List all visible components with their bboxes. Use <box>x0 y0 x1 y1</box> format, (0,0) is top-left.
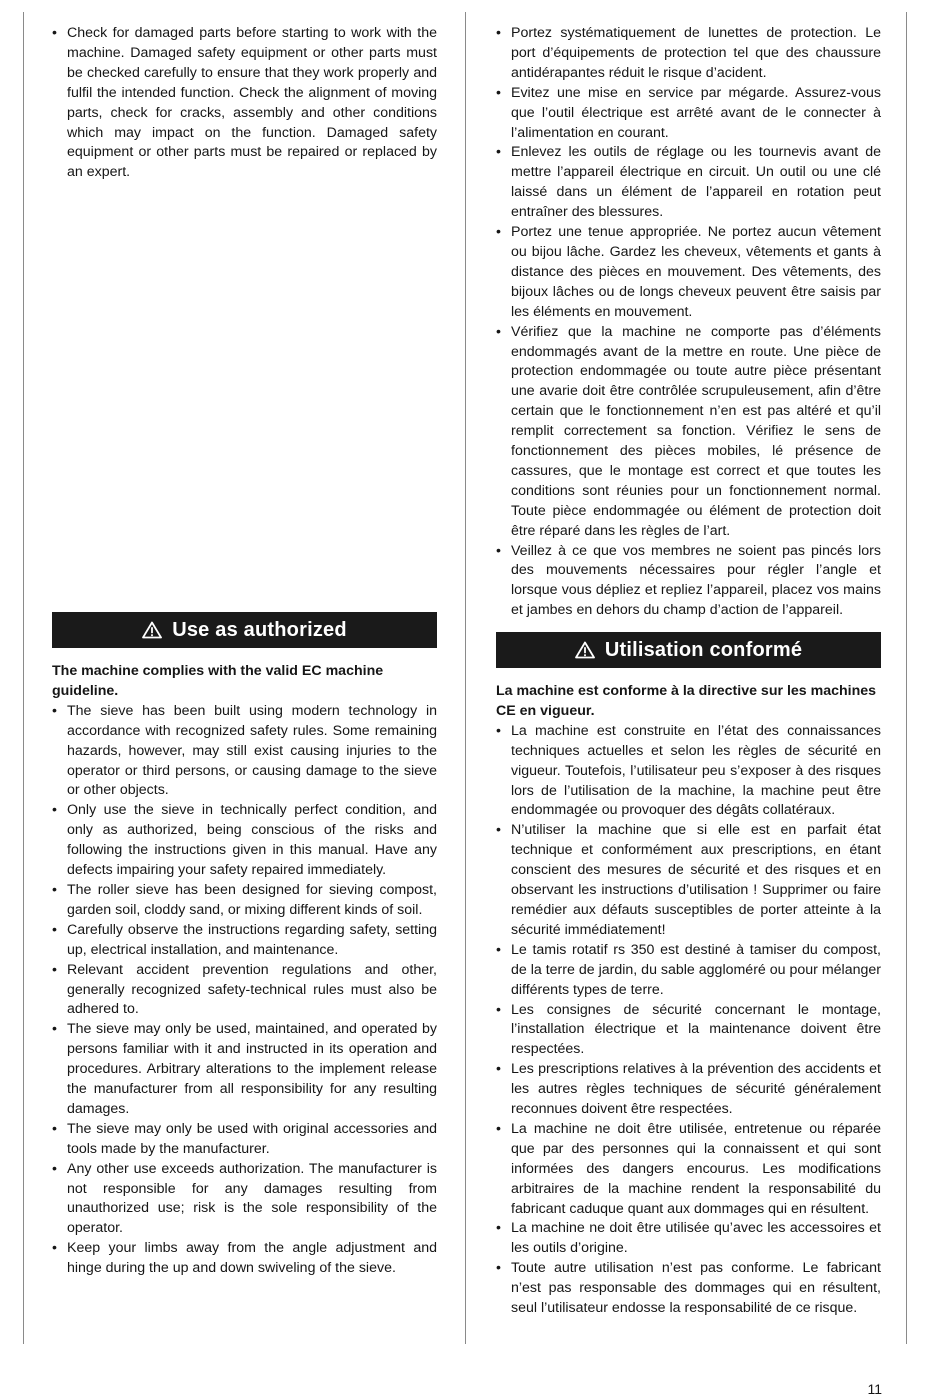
list-item: • La machine est construite en l’état des connaissances techniques actuelles et selon les règles de sécurité en vigueur. Toutefois, l’utilisateur peu s’exposer à des risques lors de l’utilisation de la machine, la machine peut être endommagée ou provoquer des dégâts collatéraux. <box>496 722 881 822</box>
page-number: 11 <box>867 1381 882 1397</box>
list-item: • Enlevez les outils de réglage ou les tournevis avant de mettre l’appareil électrique en circuit. Un outil ou une clé laissé dans un élément de l’appareil en rotation peut entraîner des blessures. <box>496 143 881 223</box>
list-item: • Portez une tenue appropriée. Ne portez aucun vêtement ou bijou lâche. Gardez les cheveux, vêtements et gants à distance des pièces en mouvement. Des vêtements, des bijoux lâches ou de longs cheveux peuvent être saisis par les éléments en mouvement. <box>496 223 881 323</box>
list-item: • La machine ne doit être utilisée, entretenue ou réparée que par des personnes qui la connaissent et qui sont informées des dangers encourus. Les modifications arbitraires de la machine rendent la responsabilité du fabricant caduque quant aux dommages qui en résultent. <box>496 1120 881 1220</box>
left-top-list <box>52 24 437 183</box>
list-item: • Only use the sieve in technically perfect condition, and only as authorized, being conscious of the risks and following the instructions given in this manual. Have any defects impairing your safety repaired immediately. <box>52 801 437 881</box>
section-banner-use-as-authorized <box>52 612 437 648</box>
right-top-text <box>496 24 881 621</box>
left-section-list <box>52 702 437 1279</box>
list-item: • Les prescriptions relatives à la prévention des accidents et les autres règles techniques de sécurité généralement reconnues doivent être respectées. <box>496 1060 881 1120</box>
section-lead: La machine est conforme à la directive sur les machines CE en vigueur. <box>496 683 877 719</box>
list-item: • Veillez à ce que vos membres ne soient pas pincés lors des mouvements nécessaires pour régler l’angle et lorsque vous dépliez et repliez l’appareil, placez vos mains et jambes en dehors du champ d’action de l’appareil. <box>496 542 881 622</box>
left-margin-rule <box>23 12 24 1344</box>
list-item: • N’utiliser la machine que si elle est en parfait état technique et conformément aux prescriptions, en étant conscient des mesures de sécurité et des risques et en observant les instructions d’utilisation ! Supprimer ou faire remédier aux défauts susceptibles de porter atteinte à la sécurité immédiatement! <box>496 821 881 940</box>
list-item: • The roller sieve has been designed for sieving compost, garden soil, cloddy sand, or mixing different kinds of soil. <box>52 881 437 921</box>
right-section-list <box>496 722 881 1319</box>
list-item: • La machine ne doit être utilisée qu’avec les accessoires et les outils d’origine. <box>496 1219 881 1259</box>
list-item: • Evitez une mise en service par mégarde. Assurez-vous que l’outil électrique est arrêté avant de le connecter à l’alimentation en courant. <box>496 84 881 144</box>
list-item: • The sieve may only be used, maintained, and operated by persons familiar with it and instructed in its operation and procedures. Arbitrary alterations to the implement release the manufacturer from all responsibility for any resulting damages. <box>52 1020 437 1120</box>
list-item: • Toute autre utilisation n’est pas conforme. Le fabricant n’est pas responsable des dommages qui en résultent, seul l’utilisateur endosse la responsabilité de ce risque. <box>496 1259 881 1319</box>
list-item: • The sieve has been built using modern technology in accordance with recognized safety rules. Some remaining hazards, however, may still exist causing injuries to the operator or third persons, or causing damage to the sieve or other objects. <box>52 702 437 802</box>
warning-triangle-icon <box>575 641 595 659</box>
list-item: • Les consignes de sécurité concernant le montage, l’installation électrique et la maintenance doivent être respectées. <box>496 1001 881 1061</box>
right-section-text <box>496 682 881 1319</box>
list-item: • The sieve may only be used with original accessories and tools made by the manufacturer. <box>52 1120 437 1160</box>
left-top-text <box>52 24 437 183</box>
warning-triangle-icon <box>142 621 162 639</box>
list-item: • Check for damaged parts before starting to work with the machine. Damaged safety equipment or other parts must be checked carefully to ensure that they work properly and fulfil the intended function. Check the alignment of moving parts, check for cracks, assembly and other conditions which may impact on the function. Damaged safety equipment or other parts must be repaired or replaced by an expert. <box>52 24 437 183</box>
right-margin-rule <box>906 12 907 1344</box>
center-column-rule <box>465 12 466 1344</box>
right-top-list <box>496 24 881 621</box>
list-item: • Le tamis rotatif rs 350 est destiné à tamiser du compost, de la terre de jardin, du sable aggloméré ou pour mélanger différents types de terre. <box>496 941 881 1001</box>
list-item: • Relevant accident prevention regulations and other, generally recognized safety-technical rules must also be adhered to. <box>52 961 437 1021</box>
section-lead: The machine complies with the valid EC machine guideline. <box>52 663 384 699</box>
section-title: Use as authorized <box>172 618 347 641</box>
list-item: • Carefully observe the instructions regarding safety, setting up, electrical installation, and maintenance. <box>52 921 437 961</box>
section-banner-utilisation-conforme <box>496 632 881 668</box>
list-item: • Vérifiez que la machine ne comporte pas d’éléments endommagés avant de la mettre en route. Une pièce de protection endommagée ou toute autre pièce présentant une avarie doit être contrôlée scrupuleusement, afin d’être certain que le fonctionnement n’en est pas altéré et qu’il remplit correctement sa fonction. Vérifiez le sens de fonctionnement des pièces mobiles, lé présence de cassures, que le montage est correct et que toutes les conditions sont réunies pour un fonctionnement normal. Toute pièce endommagée ou élément de protection doit être réparé dans les règles de l’art. <box>496 323 881 542</box>
list-item: • Portez systématiquement de lunettes de protection. Le port d’équipements de protection tel que des chaussure antidérapantes réduit le risque d’acident. <box>496 24 881 84</box>
left-section-text <box>52 662 437 1279</box>
list-item: • Any other use exceeds authorization. The manufacturer is not responsible for any damages resulting from unauthorized use; risk is the sole responsibility of the operator. <box>52 1160 437 1240</box>
list-item: • Keep your limbs away from the angle adjustment and hinge during the up and down swiveling of the sieve. <box>52 1239 437 1279</box>
section-title: Utilisation conformé <box>604 638 803 661</box>
